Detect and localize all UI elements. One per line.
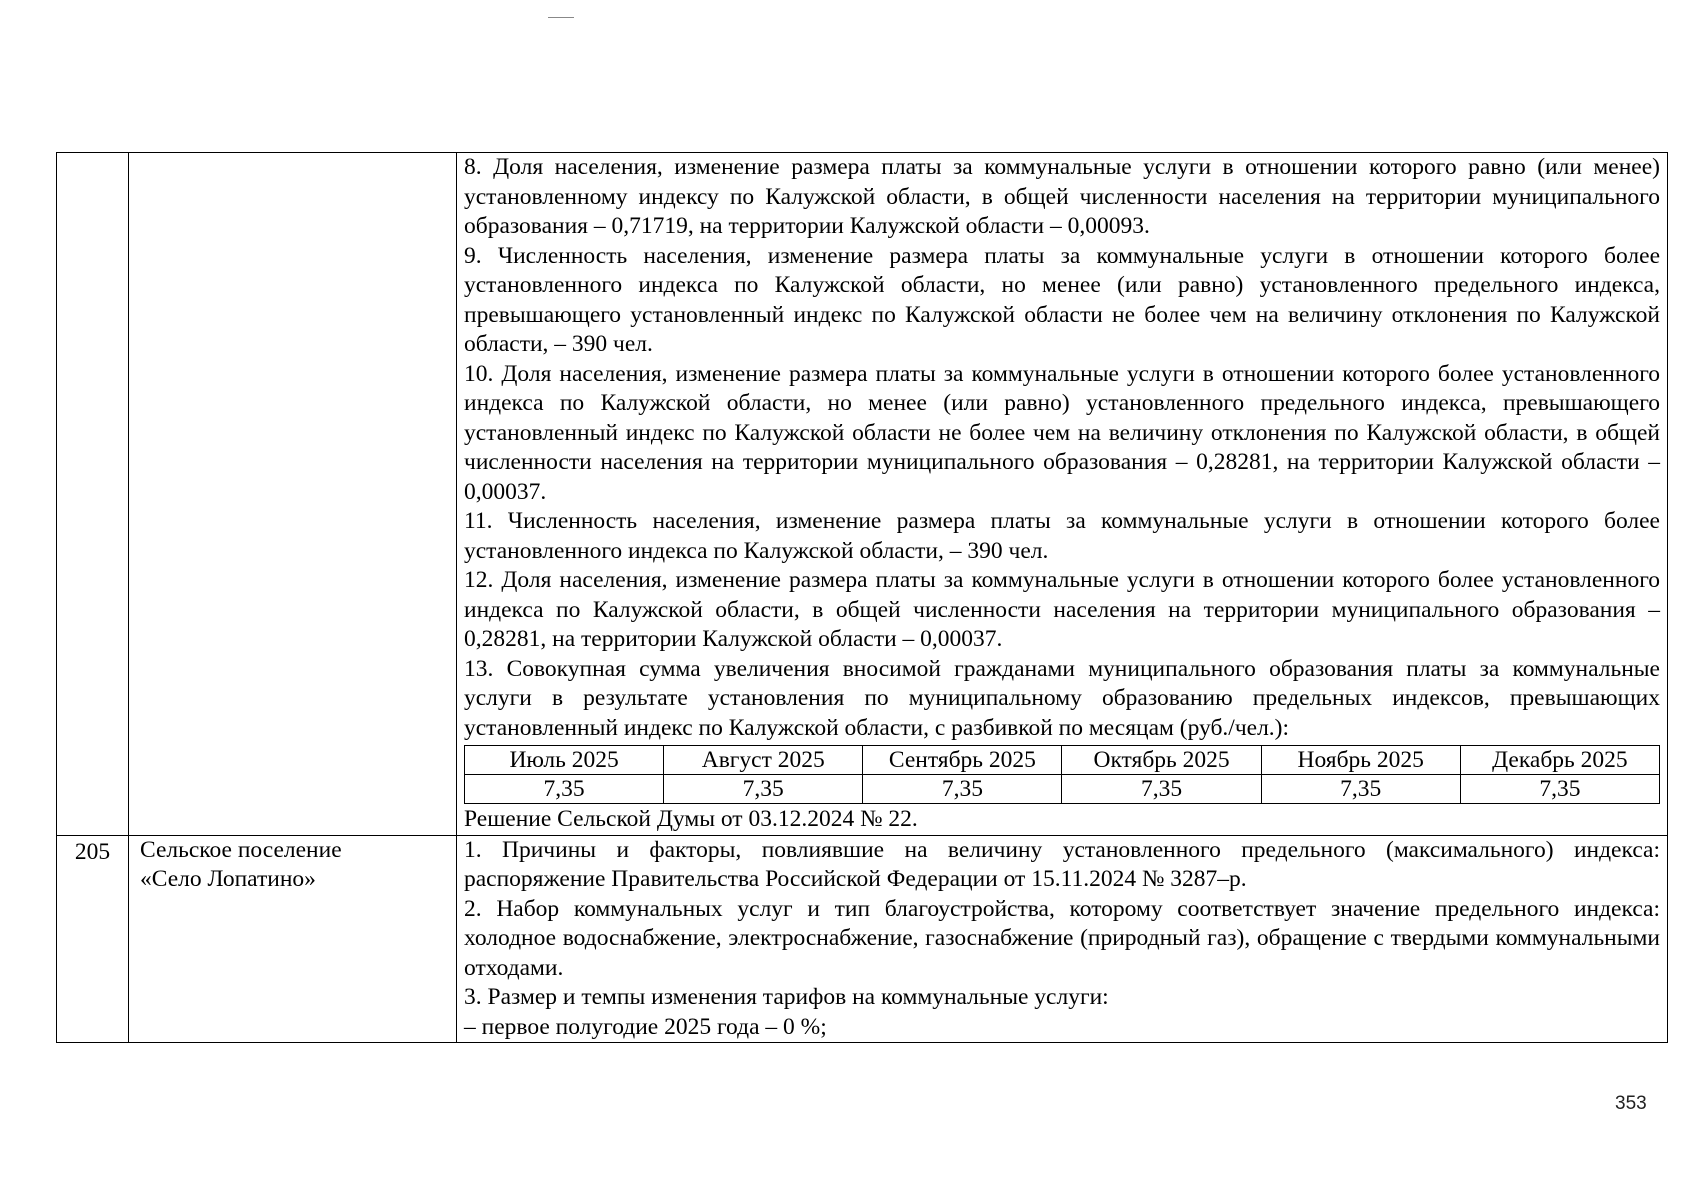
item-3-first-half: – первое полугодие 2025 года – 0 %; <box>464 1013 827 1040</box>
decision-text: Решение Сельской Думы от 03.12.2024 № 22. <box>464 806 918 832</box>
item-10: 10. Доля населения, изменение размера платы за коммунальные услуги в отношении которого более установленного индекса по Калужской области, но менее (или равно) установленного предельного индекса, превышающего установленный индекс по Калужской области не более чем на величину отклонения по Калужской области, в общей численности населения на территории муниципального образования – 0,28281, на территории Калужской области – 0,00037. <box>464 360 1660 505</box>
row-number-cell <box>57 153 129 836</box>
item-12: 12. Доля населения, изменение размера платы за коммунальные услуги в отношении которого более установленного индекса по Калужской области, в общей численности населения на территории муниципального образования – 0,28281, на территории Калужской области – 0,00037. <box>464 567 1660 652</box>
month-header: Август 2025 <box>664 746 863 775</box>
monthly-sum-table <box>464 745 1660 804</box>
municipality-name-cell <box>129 153 457 836</box>
values-row <box>465 775 1660 804</box>
table-row-continued <box>57 153 1668 836</box>
details-cell <box>457 153 1668 836</box>
table-row-205 <box>57 835 1668 1043</box>
months-header-row <box>465 746 1660 775</box>
month-value: 7,35 <box>1460 775 1659 804</box>
item-1: 1. Причины и факторы, повлиявшие на величину установленного предельного (максимального) индекса: распоряжение Правительства Российской Федерации от 15.11.2024 № 3287–р. <box>464 836 1660 892</box>
item-8: 8. Доля населения, изменение размера платы за коммунальные услуги в отношении которого равно (или менее) установленному индексу по Калужской области, в общей численности населения на территории муниципального образования – 0,71719, на территории Калужской области – 0,00093. <box>464 154 1660 239</box>
item-13: 13. Совокупная сумма увеличения вносимой гражданами муниципального образования платы за коммунальные услуги в результате установления по муниципальному образованию предельных индексов, превышающих установленный индекс по Калужской области, с разбивкой по месяцам (руб./чел.): <box>464 655 1660 741</box>
page-number: 353 <box>1615 1093 1647 1114</box>
municipality-name: «Село Лопатино» <box>140 866 316 892</box>
month-value: 7,35 <box>465 775 664 804</box>
item-11: 11. Численность населения, изменение размера платы за коммунальные услуги в отношении которого более установленного индекса по Калужской области, – 390 чел. <box>464 508 1660 564</box>
month-header: Ноябрь 2025 <box>1261 746 1460 775</box>
item-2: 2. Набор коммунальных услуг и тип благоустройства, которому соответствует значение предельного индекса: холодное водоснабжение, электроснабжение, газоснабжение (природный газ), обращение с твердыми коммунальными отходами. <box>464 895 1660 981</box>
details-cell <box>457 835 1668 1043</box>
month-value: 7,35 <box>1261 775 1460 804</box>
month-value: 7,35 <box>664 775 863 804</box>
month-value: 7,35 <box>863 775 1062 804</box>
item-9: 9. Численность населения, изменение размера платы за коммунальные услуги в отношении которого более установленного индекса по Калужской области, но менее (или равно) установленного предельного индекса, превышающего установленный индекс по Калужской области не более чем на величину отклонения по Калужской области, – 390 чел. <box>464 242 1660 357</box>
municipality-type: Сельское поселение <box>140 836 342 863</box>
municipality-name-cell <box>129 835 457 1043</box>
item-3: 3. Размер и темпы изменения тарифов на коммунальные услуги: <box>464 984 1109 1010</box>
month-header: Сентябрь 2025 <box>863 746 1062 775</box>
month-value: 7,35 <box>1062 775 1261 804</box>
month-header: Октябрь 2025 <box>1062 746 1261 775</box>
month-header: Июль 2025 <box>465 746 664 775</box>
row-number-cell: 205 <box>57 835 129 1043</box>
scan-mark-top <box>548 17 574 18</box>
month-header: Декабрь 2025 <box>1460 746 1659 775</box>
municipal-index-table <box>56 152 1668 1043</box>
